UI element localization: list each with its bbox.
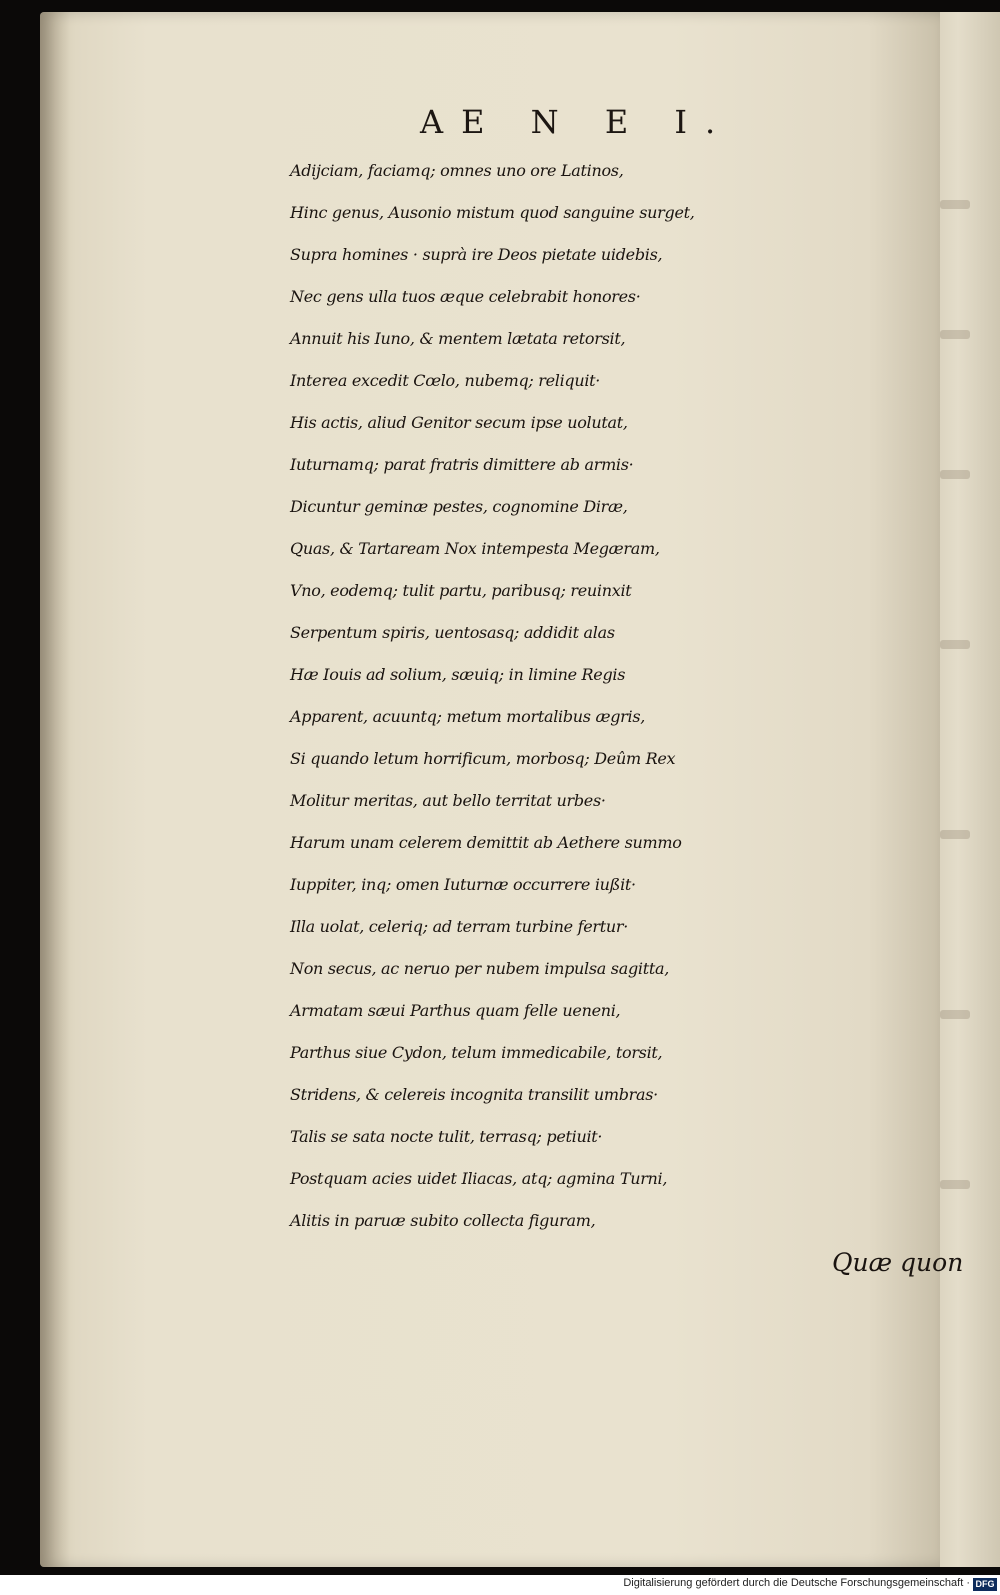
verse-line: Iuturnamq; parat fratris dimittere ab armis·: [290, 455, 634, 474]
verse-line: His actis, aliud Genitor secum ipse uolutat,: [290, 413, 628, 432]
verse-line: Vno, eodemq; tulit partu, paribusq; reuinxit: [290, 581, 632, 600]
verse-line: Adijciam, faciamq; omnes uno ore Latinos,: [290, 161, 624, 180]
adjacent-page-ghost-text: [940, 330, 970, 339]
verse-block: [290, 150, 930, 1242]
verse-line: Molitur meritas, aut bello territat urbes·: [290, 791, 606, 810]
verse-line: Alitis in paruæ subito collecta figuram,: [290, 1211, 596, 1230]
verse-line: Parthus siue Cydon, telum immedicabile, torsit,: [290, 1043, 663, 1062]
adjacent-page-ghost-text: [940, 1010, 970, 1019]
adjacent-page-ghost-text: [940, 1180, 970, 1189]
catchword: Quæ quon: [832, 1248, 964, 1277]
adjacent-page: [930, 12, 1000, 1567]
verse-line: Interea excedit Cœlo, nubemq; reliquit·: [290, 371, 601, 390]
verse-line: Apparent, acuuntq; metum mortalibus ægris,: [290, 707, 646, 726]
verse-line: Stridens, & celereis incognita transilit umbras·: [290, 1085, 658, 1104]
verse-line: Illa uolat, celeriq; ad terram turbine fertur·: [290, 917, 629, 936]
adjacent-page-ghost-text: [940, 200, 970, 209]
adjacent-page-ghost-text: [940, 640, 970, 649]
verse-line: Serpentum spiris, uentosasq; addidit alas: [290, 623, 615, 642]
verse-line: Hinc genus, Ausonio mistum quod sanguine surget,: [290, 203, 695, 222]
verse-line: Si quando letum horrificum, morbosq; Deûm Rex: [290, 749, 676, 768]
verse-line: Postquam acies uidet Iliacas, atq; agmina Turni,: [290, 1169, 668, 1188]
verse-line: Talis se sata nocte tulit, terrasq; petiuit·: [290, 1127, 603, 1146]
adjacent-page-ghost-text: [940, 830, 970, 839]
verse-line: Quas, & Tartaream Nox intempesta Megæram,: [290, 539, 660, 558]
verse-line: Armatam sæui Parthus quam felle ueneni,: [290, 1001, 621, 1020]
verse-line: Dicuntur geminæ pestes, cognomine Diræ,: [290, 497, 628, 516]
digitization-footer: [0, 1575, 1000, 1595]
dfg-logo: DFG: [973, 1578, 997, 1591]
running-head: AE N E I.: [420, 103, 734, 141]
verse-line: Hæ Iouis ad solium, sæuiq; in limine Regis: [290, 665, 626, 684]
verse-line: Supra homines · suprà ire Deos pietate uidebis,: [290, 245, 663, 264]
verse-line: Annuit his Iuno, & mentem lætata retorsit,: [290, 329, 626, 348]
verse-line: Non secus, ac neruo per nubem impulsa sagitta,: [290, 959, 669, 978]
verse-line: Iuppiter, inq; omen Iuturnæ occurrere iußit·: [290, 875, 636, 894]
verse-line: Harum unam celerem demittit ab Aethere summo: [290, 833, 682, 852]
page-gutter-shadow: [40, 12, 70, 1567]
funding-credit: Digitalisierung gefördert durch die Deutsche Forschungsgemeinschaft ·: [623, 1577, 970, 1589]
verse-line: Nec gens ulla tuos æque celebrabit honores·: [290, 287, 641, 306]
adjacent-page-ghost-text: [940, 470, 970, 479]
